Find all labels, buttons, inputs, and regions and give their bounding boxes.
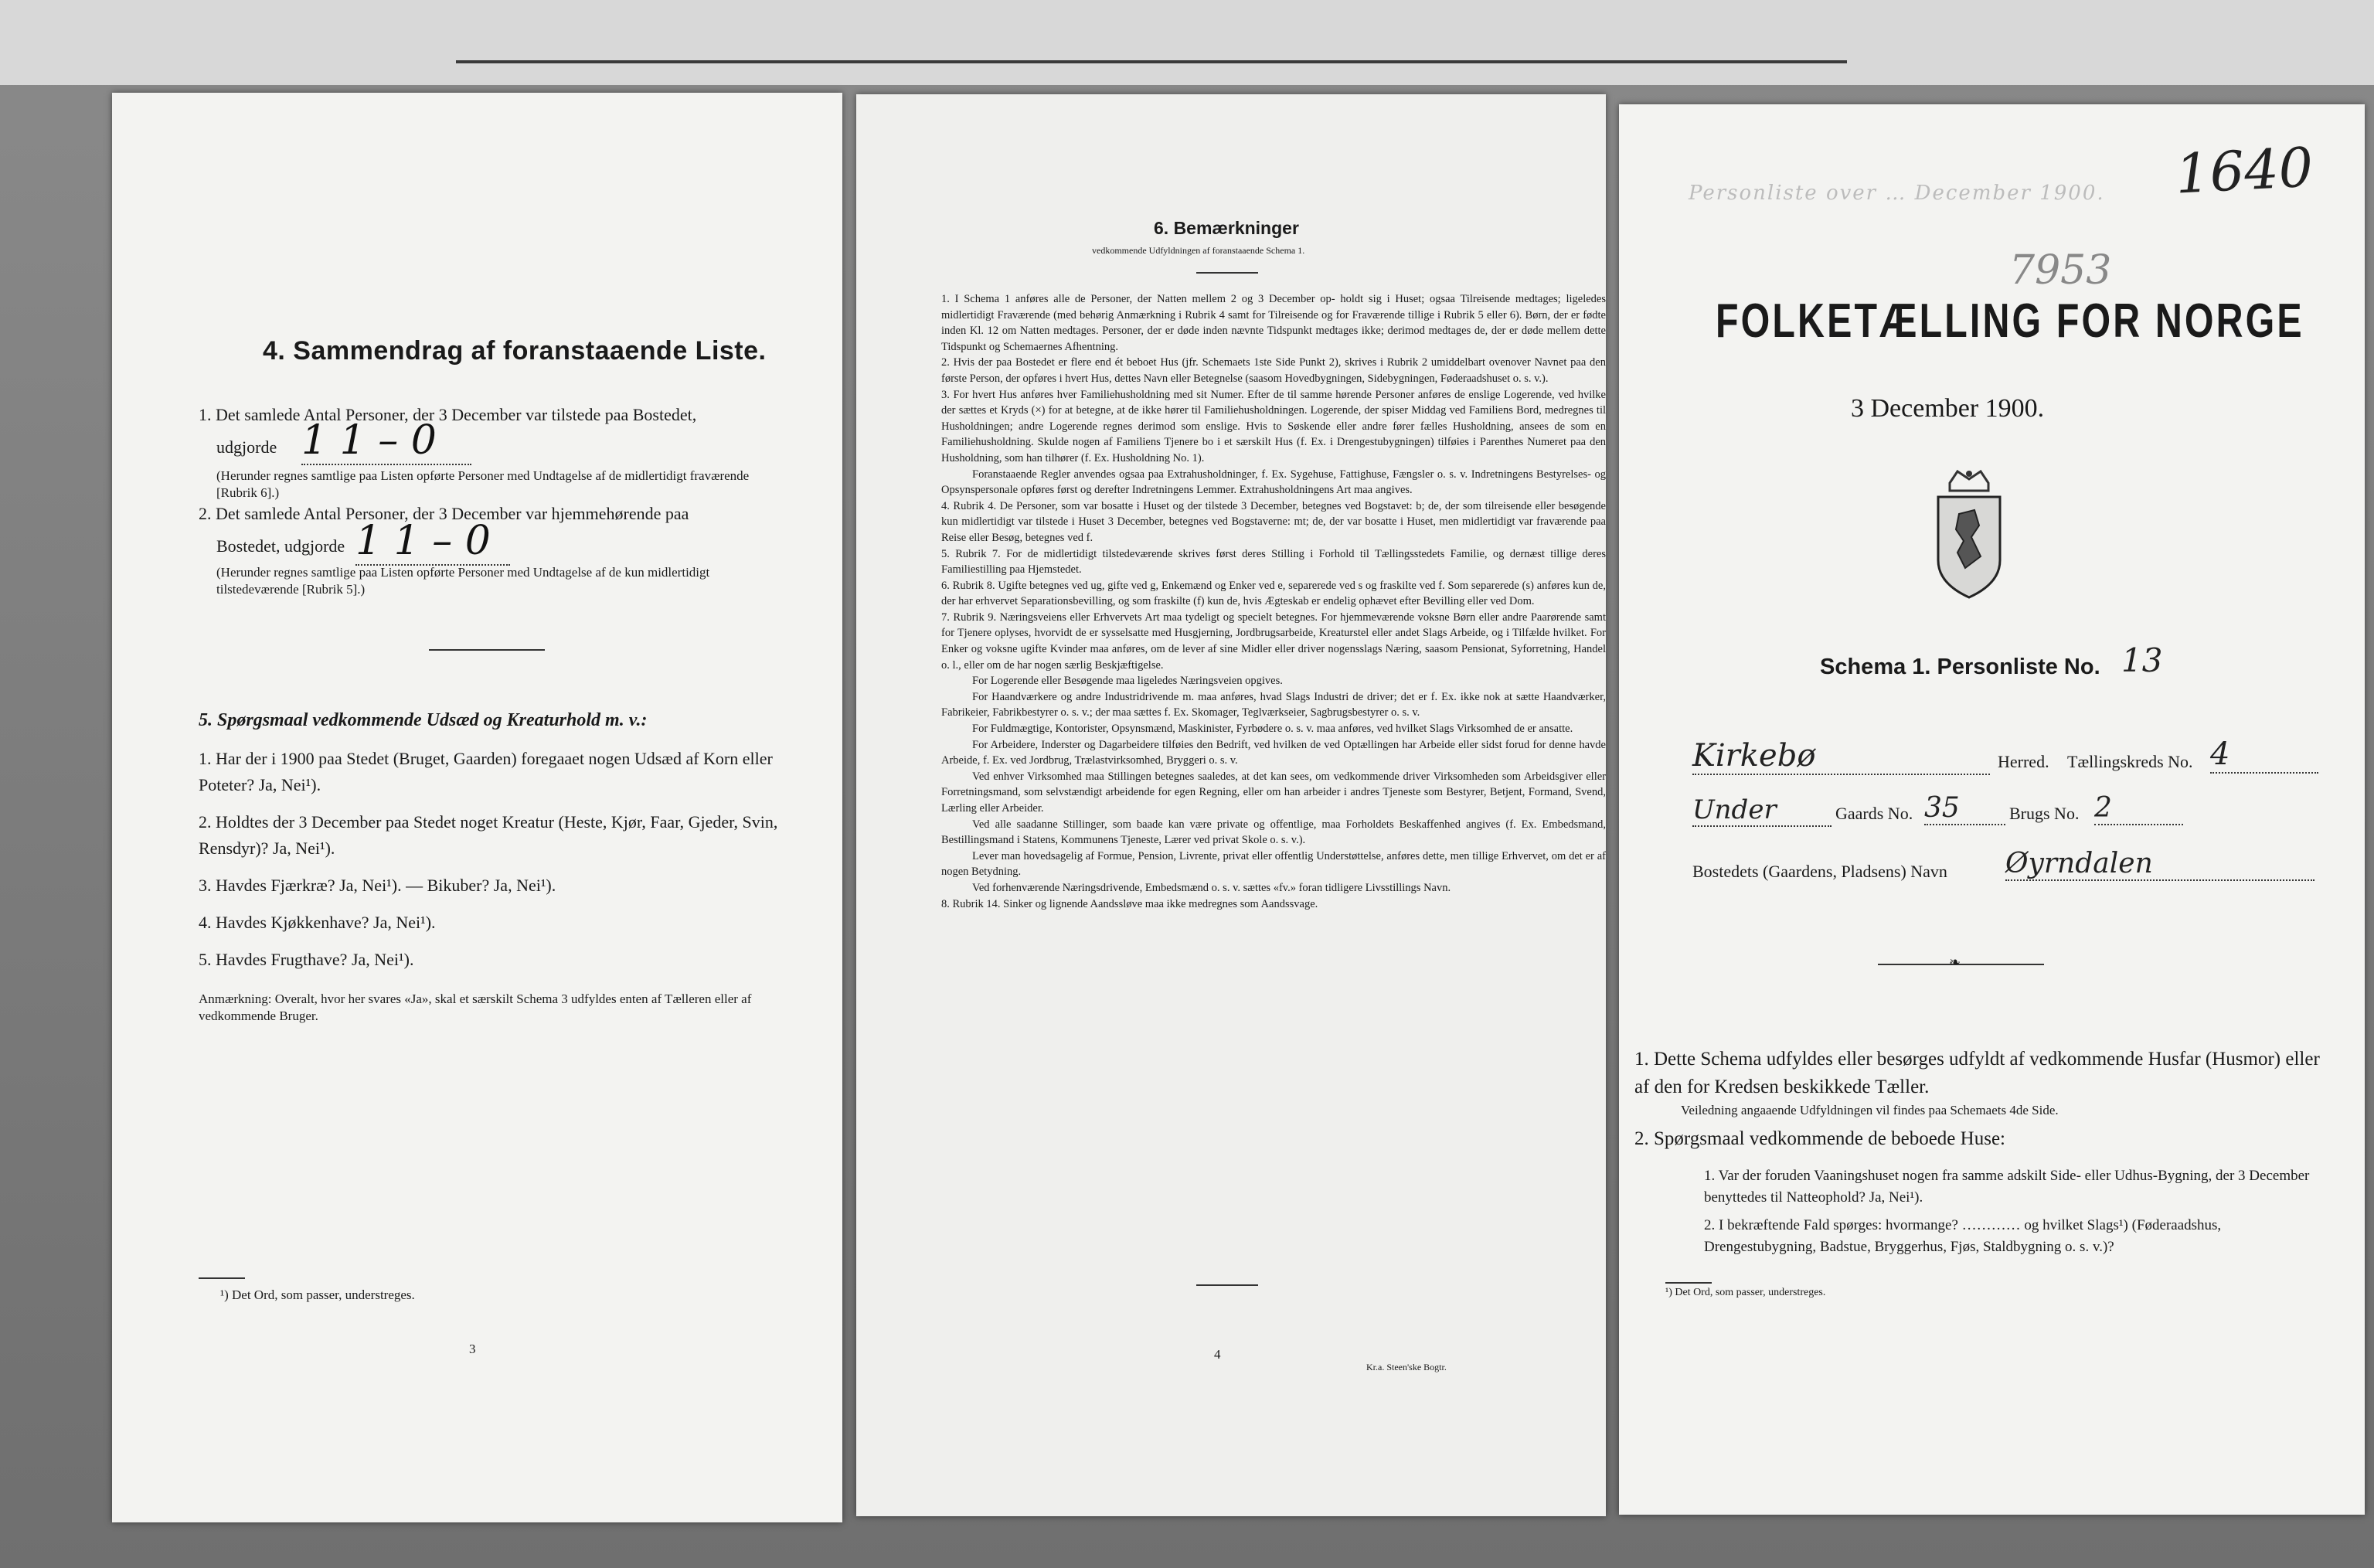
- q2-text: 2. Det samlede Antal Personer, der 3 December var hjemmehørende paa: [199, 504, 689, 523]
- footnote-rule: [1665, 1282, 1712, 1284]
- gaards-label: Gaards No.: [1835, 804, 1913, 823]
- instruction-1-note: Veiledning angaaende Udfyldningen vil findes paa Schemaets 4de Side.: [1681, 1103, 2059, 1117]
- remarks-body: [941, 291, 1606, 912]
- remark-para: 2. Hvis der paa Bostedet er flere end ét beboet Hus (jfr. Schemaets 1ste Side Punkt 2), skrives i Rubrik 2 umiddelbart ovenover Navnet paa den første Person, der opføres i hvert Hus, dettes Navn eller Betegnelse (saasom Hovedbygningen, Sidebygningen, Føderaadshuset o. s. v.).: [941, 356, 1606, 385]
- q1-note: (Herunder regnes samtlige paa Listen opførte Personer med Undtagelse af de midlertidigt fraværende [Rubrik 6].): [216, 468, 750, 500]
- footnote: ¹) Det Ord, som passer, understreges.: [1665, 1287, 1826, 1298]
- remark-para: For Haandværkere og andre Industridrivende m. maa anføres, hvad Slags Industri de driver; det er f. Ex. ikke nok at sætte Haandværker, Fabrikeier, Fabrikbestyrer o. s. v.; der maa sættes f. Ex. Skomager, Teglværkseier, Sagbrugsbestyrer o. s. v.: [941, 690, 1606, 719]
- brugs-value: 2: [2094, 792, 2183, 825]
- remarks-subtitle: vedkommende Udfyldningen af foranstaaende Schema 1.: [1092, 245, 1305, 256]
- q2-value: 1 1 – 0: [355, 518, 510, 566]
- ornament-glyph: ❧: [1949, 954, 1961, 970]
- printer-mark: Kr.a. Steen'ske Bogtr.: [1366, 1362, 1447, 1372]
- s5-item: 4. Havdes Kjøkkenhave? Ja, Nei¹).: [199, 913, 436, 932]
- footnote-rule: [199, 1277, 245, 1279]
- gaards-value: 35: [1924, 792, 2005, 825]
- bosted-label: Bostedets (Gaardens, Pladsens) Navn: [1692, 862, 1947, 881]
- q1-label: udgjorde: [216, 437, 277, 457]
- remark-para: 7. Rubrik 9. Næringsveiens eller Erhvervets Art maa tydeligt og specielt betegnes. For hjemmeværende voksne Børn eller andre Paarørende samt for Tjenere oplyses, hvorvidt de er sysselsatte med Husgjerning, Jordbrugsarbeide, Kreaturstel eller andet Slags Arbeide, og i Tilfælde hvilket. For Enker og voksne ugifte Kvinder maa anføres, om de lever af sine Midler eller driver nogensslags Næring, saasom Pensionat, Syforretning, Handel o. l., eller om de har nogen særlig Beskjæftigelse.: [941, 611, 1606, 672]
- s5-list: [199, 746, 794, 973]
- under-value: Under: [1692, 794, 1832, 827]
- q2-note: (Herunder regnes samtlige paa Listen opførte Personer med Undtagelse af de kun midlertidigt tilstedeværende [Rubrik 5].): [216, 565, 710, 597]
- instruction-1: 1. Dette Schema udfyldes eller besørges udfyldt af vedkommende Husfar (Husmor) eller af den for Kredsen beskikkede Tæller.: [1634, 1049, 2320, 1097]
- s5-item: 5. Havdes Frugthave? Ja, Nei¹).: [199, 950, 414, 969]
- brugs-label: Brugs No.: [2009, 804, 2080, 823]
- s5-item: 1. Har der i 1900 paa Stedet (Bruget, Gaarden) foregaaet nogen Udsæd af Korn eller Poteter? Ja, Nei¹).: [199, 749, 773, 794]
- divider: [429, 649, 545, 651]
- remark-para: For Arbeidere, Inderster og Dagarbeidere tilføies den Bedrift, ved hvilken de ved Optællingen har Arbeide eller sidst forud for denne havde Arbeide, f. Ex. ved Jordbrug, Trælastvirksomhed, Bryggeri o. s. v.: [941, 738, 1606, 767]
- page-right: [1619, 104, 2365, 1515]
- instruction-2: 2. Spørgsmaal vedkommende de beboede Huse:: [1634, 1128, 2005, 1149]
- bosted-value: Øyrndalen: [2005, 848, 2314, 881]
- remark-para: 3. For hvert Hus anføres hver Familiehusholdning med sit Numer. Efter de til samme hørende Personer anføres de enslige Logerende, ved hvilke der sættes et Kryds (×) for at betegne, at de ikke hører til Familiehusholdningen. Logerende, der spiser Middag ved Familiens Bord, medregnes til Husholdningen; andre Logerende regnes derimod som enslige. Hvis to Søskende eller andre fører fælles Husholdning, ansees de som en Familiehusholdning. Skulde nogen af Familiens Tjenere bo i et særskilt Hus (f. Ex. i Drengestubygningen) tilføies i Parenthes Numeret paa den Husholdning, som han tilhører (f. Ex. Husholdning No. 1).: [941, 388, 1606, 464]
- schema-label: Schema 1. Personliste No.: [1820, 655, 2100, 679]
- pencil-number: 7953: [2009, 247, 2112, 294]
- q1-text: 1. Det samlede Antal Personer, der 3 December var tilstede paa Bostedet,: [199, 405, 697, 424]
- remark-para: Lever man hovedsagelig af Formue, Pension, Livrente, privat eller offentlig Understøttelse, anføres dette, men tillige Erhvervet, om det er af nogen Betydning.: [941, 849, 1606, 879]
- page-middle: [856, 94, 1606, 1516]
- page-left: [112, 93, 842, 1522]
- instruction-2-q2: 2. I bekræftende Fald spørges: hvormange? ………… og hvilket Slags¹) (Føderaadshus, Drengestubygning, Badstue, Bryggerhus, Fjøs, Staldbygning o. s. v.)?: [1704, 1217, 2222, 1255]
- remark-para: 8. Rubrik 14. Sinker og lignende Aandssløve maa ikke medregnes som Aandssvage.: [941, 897, 1318, 910]
- scan-top-strip: [0, 0, 2374, 85]
- q2-label: Bostedet, udgjorde: [216, 536, 345, 556]
- faint-bleed-header: Personliste over … December 1900.: [1689, 182, 2105, 205]
- remark-para: For Fuldmægtige, Kontorister, Opsynsmænd, Maskinister, Fyrbødere o. s. v. maa anføres, ved hvilket Slags Virksomhed de er ansatte.: [972, 723, 1573, 736]
- remarks-title: 6. Bemærkninger: [1154, 218, 1299, 238]
- census-date: 3 December 1900.: [1851, 394, 2045, 423]
- section4-title: 4. Sammendrag af foranstaaende Liste.: [263, 336, 767, 366]
- kreds-label: Tællingskreds No.: [2067, 752, 2193, 771]
- archive-number: 1640: [2173, 135, 2315, 206]
- page-number: 3: [469, 1342, 476, 1356]
- footnote: ¹) Det Ord, som passer, understreges.: [220, 1287, 415, 1302]
- s5-item: 3. Havdes Fjærkræ? Ja, Nei¹). — Bikuber? Ja, Nei¹).: [199, 876, 556, 895]
- remark-para: 5. Rubrik 7. For de midlertidigt tilstedeværende skrives først deres Stilling i Forhold til Tællingsstedets Familie, og dernæst tillige deres Familiestilling paa Hjemstedet.: [941, 547, 1606, 577]
- census-title: FOLKETÆLLING FOR NORGE: [1716, 294, 2304, 348]
- title-rule: [1196, 272, 1258, 274]
- remark-para: Ved forhenværende Næringsdrivende, Embedsmænd o. s. v. sættes «fv.» foran tidligere Livsstillings Navn.: [972, 881, 1451, 894]
- instruction-2-q1: 1. Var der foruden Vaaningshuset nogen fra samme adskilt Side- eller Udhus-Bygning, der 3 December benyttedes til Natteophold? Ja, Nei¹).: [1704, 1168, 2310, 1206]
- herred-value: Kirkebø: [1692, 738, 1990, 775]
- kreds-value: 4: [2210, 736, 2318, 774]
- remark-para: 4. Rubrik 4. De Personer, som var bosatte i Huset og der tilstede 3 December, betegnes ved Bogstavet: b; de, der som tilreisende eller besøgende kun midlertidigt var tilstede i Huset 3 December, betegnes ved Bogstaverne: mt; de, der var bosatte i Huset, men midlertidigt var fraværende paa Reise eller Besøg, betegnes ved f.: [941, 499, 1606, 544]
- top-rule: [456, 60, 1847, 63]
- anmerkning: Anmærkning: Overalt, hvor her svares «Ja», skal et særskilt Schema 3 udfyldes enten af Tælleren eller af vedkommende Bruger.: [199, 991, 752, 1023]
- s5-item: 2. Holdtes der 3 December paa Stedet noget Kreatur (Heste, Kjør, Faar, Gjeder, Svin, Rensdyr)? Ja, Nei¹).: [199, 812, 778, 858]
- remark-para: For Logerende eller Besøgende maa ligeledes Næringsveien opgives.: [972, 675, 1283, 688]
- q1-value: 1 1 – 0: [301, 417, 471, 465]
- page-number: 4: [1214, 1347, 1221, 1362]
- remark-para: 6. Rubrik 8. Ugifte betegnes ved ug, gifte ved g, Enkemænd og Enker ved e, separerede ved s og fraskilte ved f. Som separerede (s) anføres kun de, der har erhvervet Separationsbevilling, og som fraskilte (f) kun de, hvis Ægteskab er endelig ophævet efter Bevilling eller ved Dom.: [941, 579, 1606, 608]
- herred-label: Herred.: [1998, 752, 2049, 771]
- ornament-rule: [1878, 964, 2044, 965]
- section5-title: 5. Spørgsmaal vedkommende Udsæd og Kreaturhold m. v.:: [199, 710, 648, 730]
- schema-number: 13: [2121, 641, 2163, 679]
- bottom-rule: [1196, 1284, 1258, 1286]
- remark-para: Foranstaaende Regler anvendes ogsaa paa Extrahusholdninger, f. Ex. Sygehuse, Fattighuse, Fængsler o. s. v. Indretningens Bestyrelses- og Opsynspersonale opføres først og derefter Indretningens Lemmer. Extrahusholdningens Art maa angives.: [941, 468, 1606, 497]
- coat-of-arms-emblem: [1927, 468, 2012, 603]
- remark-para: 1. I Schema 1 anføres alle de Personer, der Natten mellem 2 og 3 December op- holdt sig i Huset; ogsaa Tilreisende medtages; ligeledes midlertidigt Fraværende (med behørig Anmærkning i Rubrik 4 samt for Tilreisende og for Fraværende tillige i Rubrik 5 eller 6). Børn, der er fødte inden Kl. 12 om Natten medtages. Personer, der er døde inden nævnte Tidspunkt medtages ikke; derimod medtages de, der er døde mellem dette Tidspunkt og Schemaernes Afhentning.: [941, 293, 1606, 353]
- remark-para: Ved enhver Virksomhed maa Stillingen betegnes saaledes, at det kan sees, om vedkommende driver Virksomheden som Arbeidsgiver eller Forretningsmand, som selvstændigt arbeidende for egen Regning, eller om han arbeider i andres Tjeneste som Bestyrer, Betjent, Formand, Svend, Lærling eller Arbeider.: [941, 770, 1606, 815]
- remark-para: Ved alle saadanne Stillinger, som baade kan være private og offentlige, maa Forholdets Beskaffenhed angives (f. Ex. Embedsmand, Bestillingsmand i Statens, Kommunens Tjeneste, Lærer ved privat Skole o. s. v.).: [941, 818, 1606, 847]
